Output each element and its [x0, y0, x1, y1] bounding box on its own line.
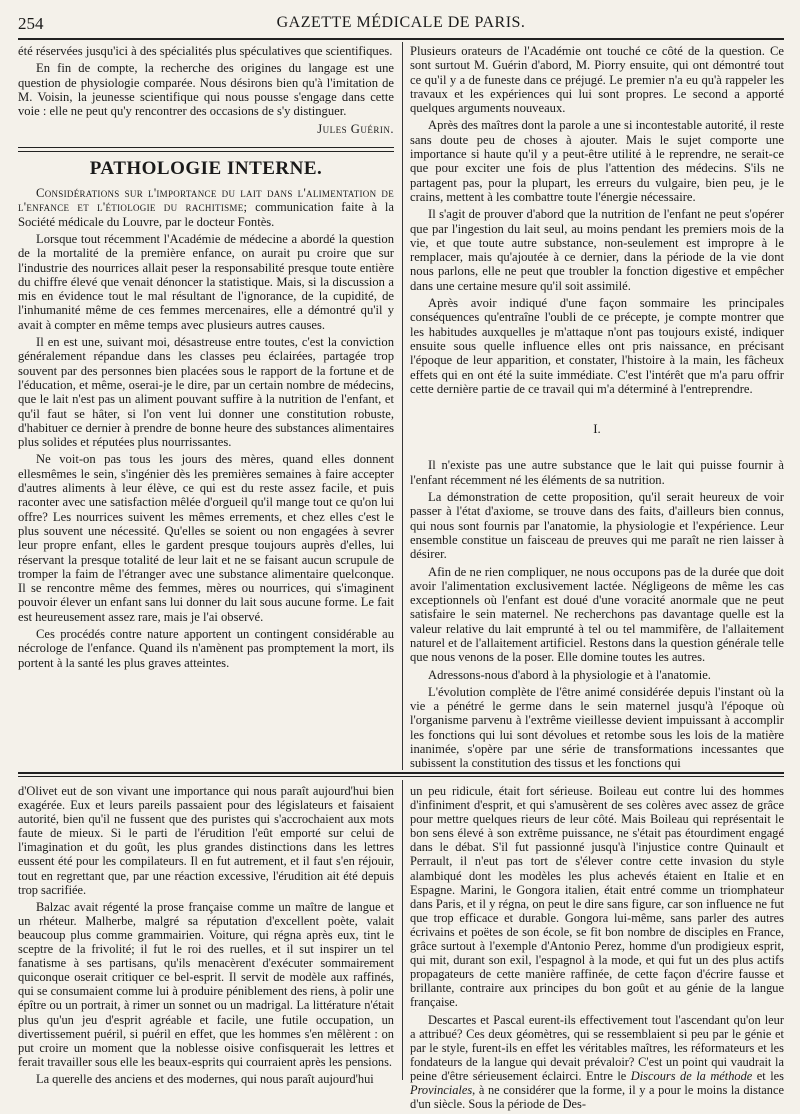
feuilleton-paragraph: [410, 1013, 784, 1112]
body-paragraph: La démonstration de cette proposition, qu'il serait heureux de voir passer à l'état d'axiome, se trouve dans des faits, d'ailleurs bien connus, qui nous sont fournis par l'anatomie, la physiologie et l'expérience. Leur ensemble constitue un faisceau de preuves qui me paraît ne rien laisser à désirer.: [410, 490, 784, 562]
feuilleton-right-column: [410, 784, 784, 1114]
feuilleton-text: , à ne considérer que la forme, il y a pour le moins la distance d'un siècle. Sous la période de Des-: [410, 1082, 784, 1112]
feuilleton-column-divider: [402, 780, 403, 1080]
feuilleton-paragraph: un peu ridicule, était fort sérieuse. Boileau eut contre lui des hommes d'infiniment d'esprit, et qui s'amusèrent de ses colères avec assez de grâce pour mettre quelques rieurs de leur côté. Mais Boileau qui représentait le bon sens élevé à son extrême puissance, ne s'était pas étourdiment engagé dans le débat. S'il fut passionné jusqu'à l'injustice contre Quinault et Perrault, il n'eut pas tort de s'élever contre cette invasion du style alambiqué dont les modèles les plus achevés étaient en Italie et en Espagne. Marini, le Gongora italien, était entré comme un triomphateur dans Paris, et il y régna, on peut le dire sans figure, car son influence ne fut que trop efficace et durable. Gongora lui-même, sans parler des autres écrivains et poëtes de son école, se fit bon nombre de disciples en France, grâce surtout à l'exemple d'Antonio Perez, homme d'un prodigieux esprit, qui mit, durant son exil, l'espagnol à la mode, et qui fut un des plus actifs propagateurs de cette manière raffinée, de cette façon d'écrire fausse et brillante, contraire aux principes du bon goût et au génie de la langue française.: [410, 784, 784, 1010]
page-header: [18, 10, 784, 36]
body-paragraph: Après des maîtres dont la parole a une si incontestable autorité, il reste sans doute peu de choses à ajouter. Mais le sujet comporte une importance si haute qu'il y a peut-être utilité à le reprendre, ne serait-ce que pour exciter une fois de plus l'attention des médecins. S'ils ne partagent pas, pour la plupart, les erreurs du vulgaire, bien peu, je le crains, mettent à les combattre toute l'énergie nécessaire.: [410, 118, 784, 204]
header-rule: [18, 38, 784, 40]
signature: Jules Guérin.: [317, 122, 394, 137]
column-divider: [402, 42, 403, 770]
feuilleton-text: et les: [752, 1068, 784, 1083]
feuilleton-rule-thin: [18, 776, 784, 777]
feuilleton-paragraph: d'Olivet eut de son vivant une importance qui nous paraît aujourd'hui bien exagérée. Eux et leurs pareils passaient pour des législateurs et faisaient autorité, bien qu'il ne fussent que des puristes qui s'accrochaient aux mots faute de mieux. Si le parti de l'érudition l'eût emporté sur celui de l'imagination et du goût, les plus grandes distinctions dans les lettres eussent été pour les compilateurs. Il en fut autrement, et il faut s'en réjouir, tout en regrettant que, par une réaction excessive, l'érudition ait été depuis trop sacrifiée.: [18, 784, 394, 897]
intro-paragraph: été réservées jusqu'ici à des spécialités plus spéculatives que scientifiques.: [18, 44, 393, 58]
feuilleton-paragraph: Balzac avait régenté la prose française comme un maître de langue et un rhéteur. Malherbe, malgré sa réputation d'excellent poète, valait beaucoup plus comme grammairien. Voiture, qui régna après eux, tint le sceptre de la frivolité; il fut le roi des ruelles, et il sut inspirer un tel fanatisme à ses partisans, qu'ils menacèrent d'exécuter sommairement quiconque oserait critiquer ce bel-esprit. Il servit de modèle aux raffinés, qui se consumaient comme lui à produire péniblement des riens, à polir une épître ou un portrait, à rimer un sonnet ou un madrigal. La littérature n'était plus qu'un jeu d'esprit agréable et facile, une futile occupation, un divertissement puéril, si puéril en effet, que les hommes s'en mêlèrent : on put croire un moment que la noblesse oisive confisquerait les lettres et ferait travailler sous elle les beaux-esprits qui courraient après les pensions.: [18, 899, 394, 1069]
roman-heading: I.: [593, 421, 601, 437]
body-paragraph: Lorsque tout récemment l'Académie de médecine a abordé la question de la mortalité de la première enfance, on aurait pu croire que sur l'industrie des nourrices allait peser la responsabilité presque toute entière du chiffre élevé que venait dénoncer la statistique. Mais, si la discussion a mis en évidence tout le mal résultant de l'ignorance, de la cupidité, de l'inhumanité même de ces femmes mercenaires, elle a démontré qu'il y avait à compter en même temps avec plusieurs autres causes.: [18, 231, 394, 332]
body-paragraph: Il n'existe pas une autre substance que le lait qui puisse fournir à l'enfant récemment né les éléments de sa nutrition.: [410, 458, 784, 487]
journal-title: GAZETTE MÉDICALE DE PARIS.: [276, 14, 526, 31]
italic-title: Provinciales: [410, 1082, 473, 1097]
section-divider: [18, 147, 394, 152]
feuilleton-left-column: [18, 784, 394, 1089]
feuilleton-text: Descartes et Pascal eurent-ils effectivement tout l'ascendant qu'on leur a attribué? Ces deux géomètres, qui se ressemblaient si peu par le génie et par le style, furent-ils en effet les véritables maîtres, les réformateurs et les fondateurs de la langue qui devait prévaloir? C'est un point qui vaudrait la peine d'être sérieusement éclairci. Entre le: [410, 1012, 784, 1083]
body-paragraph: Ces procédés contre nature apportent un contingent considérable au nécrologe de l'enfance. Quand ils n'amènent pas promptement la mort, ils portent à la santé les plus graves atteintes.: [18, 626, 394, 670]
body-paragraph: Il s'agit de prouver d'abord que la nutrition de l'enfant ne peut s'opérer que par l'ingestion du lait seul, au moins pendant les premiers mois de la vie, et que toute autre substance, non-seulement est impropre à le remplacer, mais qu'ajoutée à ce dernier, dans la période de la vie dont nous parlons, elle ne peut que troubler la fonction digestive et empêcher dans une certaine mesure qu'il soit assimilé.: [410, 207, 784, 293]
section-title: PATHOLOGIE INTERNE.: [89, 157, 323, 179]
body-paragraph: Il en est une, suivant moi, désastreuse entre toutes, c'est la conviction généralement répandue dans les classes peu éclairées, partagée trop souvent par des personnes bien placées sous le rapport de la fortune et de l'éducation, et même, oserai-je le dire, par un certain nombre de médecins, que le lait n'est pas un aliment pouvant suffire à la nutrition de l'enfant, et qu'il faut se hâter, si l'on vent lui donner une constitution robuste, d'habituer ce dernier à prendre de bonne heure des substances alimentaires plus solides et réputées plus nourrissantes.: [18, 335, 394, 450]
page-number: 254: [18, 14, 44, 33]
body-paragraph: L'évolution complète de l'être animé considérée depuis l'instant où la vie a pénétré le germe dans le sein maternel jusqu'à l'époque où l'organisme parvenu à l'extrême vieillesse devient impuissant à accomplir les fonctions qui lui sont dévolues et retombe sous les lois de la matière inanimée, s'opère par une série de transformations incessantes que subissent la constitution des tissus et les fonctions qui: [410, 684, 784, 771]
body-paragraph: Afin de ne rien compliquer, ne nous occupons pas de la durée que doit avoir l'alimentation exclusivement lactée. Négligeons de même les cas exceptionnels où l'enfant est doué d'une voracité anormale que ne peut satisfaire le sein maternel. Ne recherchons pas davantage quelle est la valeur relative du lait emprunté à tel ou tel mammifère, de l'allaitement naturel et de l'allaitement artificiel. Restons dans la question générale telle que nous venons de la poser. Elle domine toutes les autres.: [410, 564, 784, 665]
newspaper-page: [18, 10, 784, 1112]
feuilleton-rule: [18, 772, 784, 774]
right-column: [410, 44, 784, 774]
article-title-rest: communication faite à la Société médicale du Louvre, par le docteur Fontès.: [18, 200, 394, 229]
feuilleton-paragraph: La querelle des anciens et des modernes, qui nous paraît aujourd'hui: [36, 1071, 374, 1086]
article-title: [18, 186, 394, 229]
intro-paragraph: En fin de compte, la recherche des origines du langage est une question de physiologie comparée. Nous désirons bien qu'à l'imitation de M. Voisin, la jeunesse scientifique qui nous pousse s'engage dans cette voie : elle ne peut qu'y rencontrer des occasions de s'y distinguer.: [18, 61, 394, 119]
body-paragraph: Après avoir indiqué d'une façon sommaire les principales conséquences qu'entraîne l'oubli de ce précepte, je compte montrer que les habitudes auxquelles je m'attaque n'ont pas toujours existé, indiquer ensuite sous quelle influence elles ont pris naissance, en précisant l'époque de leur apparition, et constater, l'histoire à la main, les fâcheux effets qui en ont été la suite immédiate. C'est l'intérêt que m'a paru offrir cette dernière partie de ce travail qui m'a déterminé à l'entreprendre.: [410, 296, 784, 396]
body-paragraph: Adressons-nous d'abord à la physiologie et à l'anatomie.: [428, 667, 711, 682]
italic-title: Discours de la méthode: [630, 1068, 753, 1083]
left-column: [18, 44, 394, 673]
body-paragraph: Ne voit-on pas tous les jours des mères, quand elles donnent ellesmêmes le sein, s'ingénier dès les premières semaines à faire accepter d'autres aliments à leur élève, ce qui est du reste assez facile, et puis raconter avec une satisfaction mêlée d'orgueil qu'il mange tout ce qu'on lui offre? Les nourrices suivent les mêmes errements, et chez elles c'est le plus souvent une nécessité. Qu'elles se soient ou non engagées à sevrer leur propre enfant, elles le gardent presque toujours auprès d'elles, lui réservant la presque totalité de leur lait et ne se faisant aucun scrupule de tromper la faim de l'étranger avec une substance alimentaire quelconque. Il se rencontre même des femmes, mères ou nourrices, qui s'imaginent pouvoir élever un enfant sans lui donner du lait sous aucune forme. Le fait est heureusement assez rare, mais je l'ai observé.: [18, 452, 394, 624]
article-title-smallcaps: Considérations sur l'importance du lait dans l'alimentation de l'enfance et l'étiologie du rachitisme;: [18, 186, 394, 215]
body-paragraph: Plusieurs orateurs de l'Académie ont touché ce côté de la question. Ce sont surtout M. Guérin d'abord, M. Piorry ensuite, qui ont démontré tout ce qu'il y a de funeste dans ce préjugé. Le premier n'a eu qu'à rappeler les travaux et les expériences qui lui sont propres. Le second a apporté quelques arguments nouveaux.: [410, 44, 784, 116]
